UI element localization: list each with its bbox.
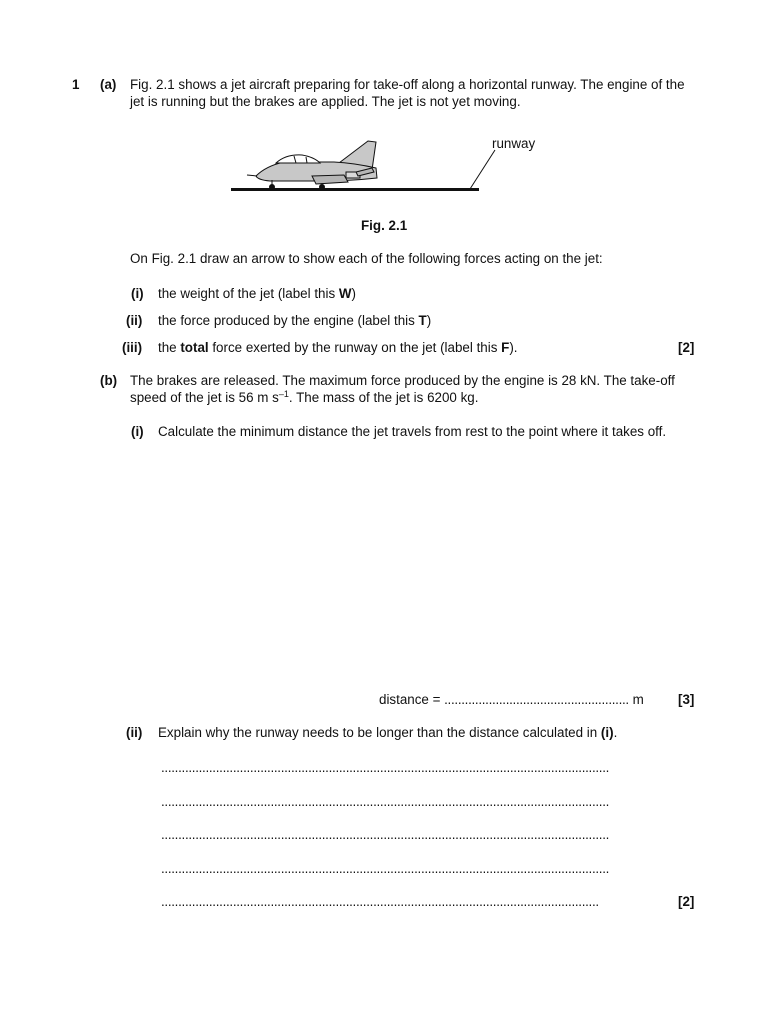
item-ii-text: the force produced by the engine (label this T) <box>158 313 432 328</box>
item-iii-label: (iii) <box>122 340 143 355</box>
runway-label: runway <box>492 136 536 151</box>
part-a-text-line2: jet is running but the brakes are applied. The jet is not yet moving. <box>130 94 521 109</box>
part-a-text-line1: Fig. 2.1 shows a jet aircraft preparing for take-off along a horizontal runway. The engine of the <box>130 77 685 92</box>
answer-line-last[interactable]: ................................................................................................................................ <box>161 894 599 909</box>
answer-line[interactable]: ................................................................................................................................... <box>161 861 610 876</box>
part-a-marks: [2] <box>678 340 695 355</box>
b-i-label: (i) <box>131 424 144 439</box>
runway-label-pointer <box>470 150 495 189</box>
question-number: 1 <box>72 77 80 92</box>
answer-line[interactable]: ................................................................................................................................... <box>161 827 610 842</box>
item-i-text: the weight of the jet (label this W) <box>158 286 356 301</box>
b-i-text: Calculate the minimum distance the jet travels from rest to the point where it takes off. <box>158 424 667 439</box>
b-ii-text: Explain why the runway needs to be longer than the distance calculated in (i). <box>158 725 618 740</box>
item-i-label: (i) <box>131 286 144 301</box>
b-ii-marks: [2] <box>678 894 695 909</box>
b-i-marks: [3] <box>678 692 695 707</box>
part-b-label: (b) <box>100 373 118 388</box>
jet-aircraft-drawing <box>247 141 377 190</box>
item-iii-text: the total force exerted by the runway on the jet (label this F). <box>158 340 518 355</box>
part-a-label: (a) <box>100 77 117 92</box>
part-a-instruction: On Fig. 2.1 draw an arrow to show each of the following forces acting on the jet: <box>130 251 603 266</box>
figure-caption: Fig. 2.1 <box>361 218 408 233</box>
b-ii-label: (ii) <box>126 725 143 740</box>
item-ii-label: (ii) <box>126 313 143 328</box>
distance-answer-line[interactable]: distance = ...................................................... m <box>379 692 644 707</box>
answer-line[interactable]: ................................................................................................................................... <box>161 760 610 775</box>
part-b-text-line1: The brakes are released. The maximum force produced by the engine is 28 kN. The take-off <box>130 373 675 388</box>
answer-line[interactable]: ................................................................................................................................... <box>161 794 610 809</box>
part-b-text-line2: speed of the jet is 56 m $s^{-1}$. The mass of the jet is 6200 kg. <box>130 389 479 405</box>
